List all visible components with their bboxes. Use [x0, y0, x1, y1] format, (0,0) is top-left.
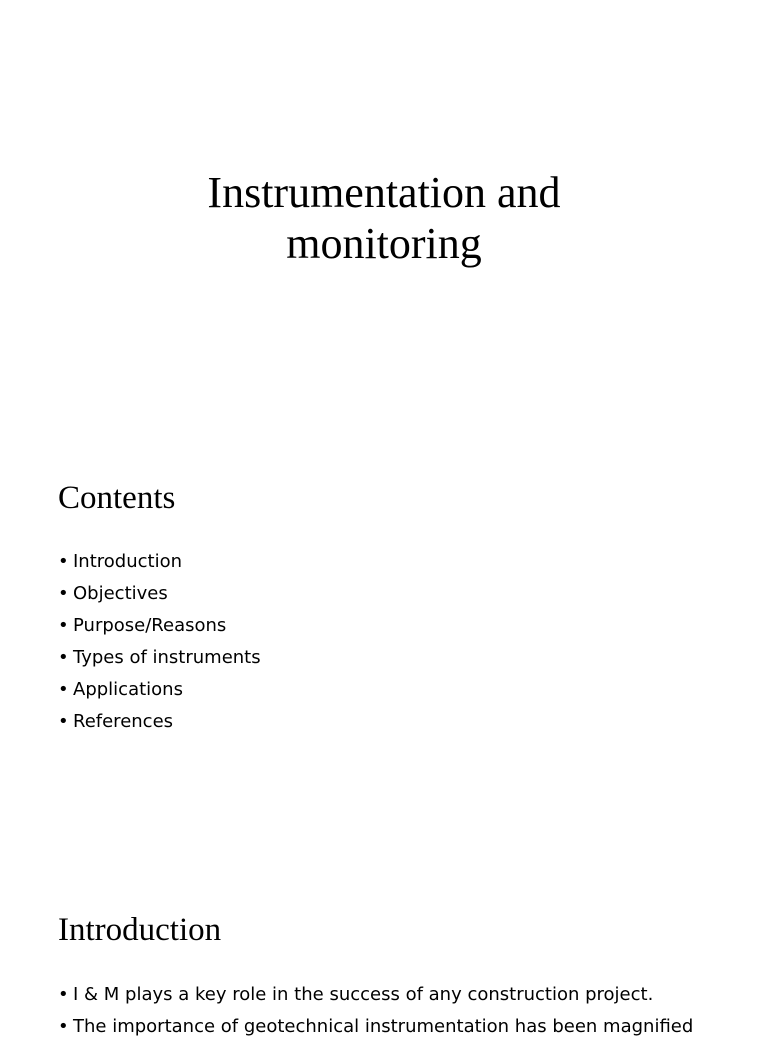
bullet-icon: • [58, 984, 69, 1005]
list-item-text: Introduction [73, 551, 183, 572]
list-item [58, 1011, 693, 1043]
contents-heading: Contents [58, 480, 176, 516]
list-item-text: Applications [73, 679, 183, 700]
title-line-1: Instrumentation and [207, 168, 561, 217]
presentation-title [0, 167, 768, 269]
introduction-slide [0, 868, 768, 1037]
list-item [58, 642, 261, 674]
list-item-text: The importance of geotechnical instrumentation has been magnified [73, 1016, 694, 1037]
list-item [58, 706, 261, 738]
list-item-text: References [73, 711, 174, 732]
list-item-text: Purpose/Reasons [73, 615, 227, 636]
contents-list [58, 546, 261, 738]
introduction-heading: Introduction [58, 912, 222, 948]
introduction-list [58, 979, 693, 1043]
list-item [58, 979, 693, 1011]
bullet-icon: • [58, 647, 69, 668]
contents-slide [0, 434, 768, 868]
list-item-text: Objectives [73, 583, 168, 604]
bullet-icon: • [58, 711, 69, 732]
title-line-2: monitoring [286, 219, 482, 268]
bullet-icon: • [58, 615, 69, 636]
list-item [58, 674, 261, 706]
list-item-text: Types of instruments [73, 647, 261, 668]
list-item [58, 610, 261, 642]
list-item [58, 546, 261, 578]
list-item [58, 578, 261, 610]
bullet-icon: • [58, 583, 69, 604]
bullet-icon: • [58, 679, 69, 700]
title-slide [0, 0, 768, 434]
list-item-text: I & M plays a key role in the success of any construction project. [73, 984, 654, 1005]
bullet-icon: • [58, 551, 69, 572]
bullet-icon: • [58, 1016, 69, 1037]
